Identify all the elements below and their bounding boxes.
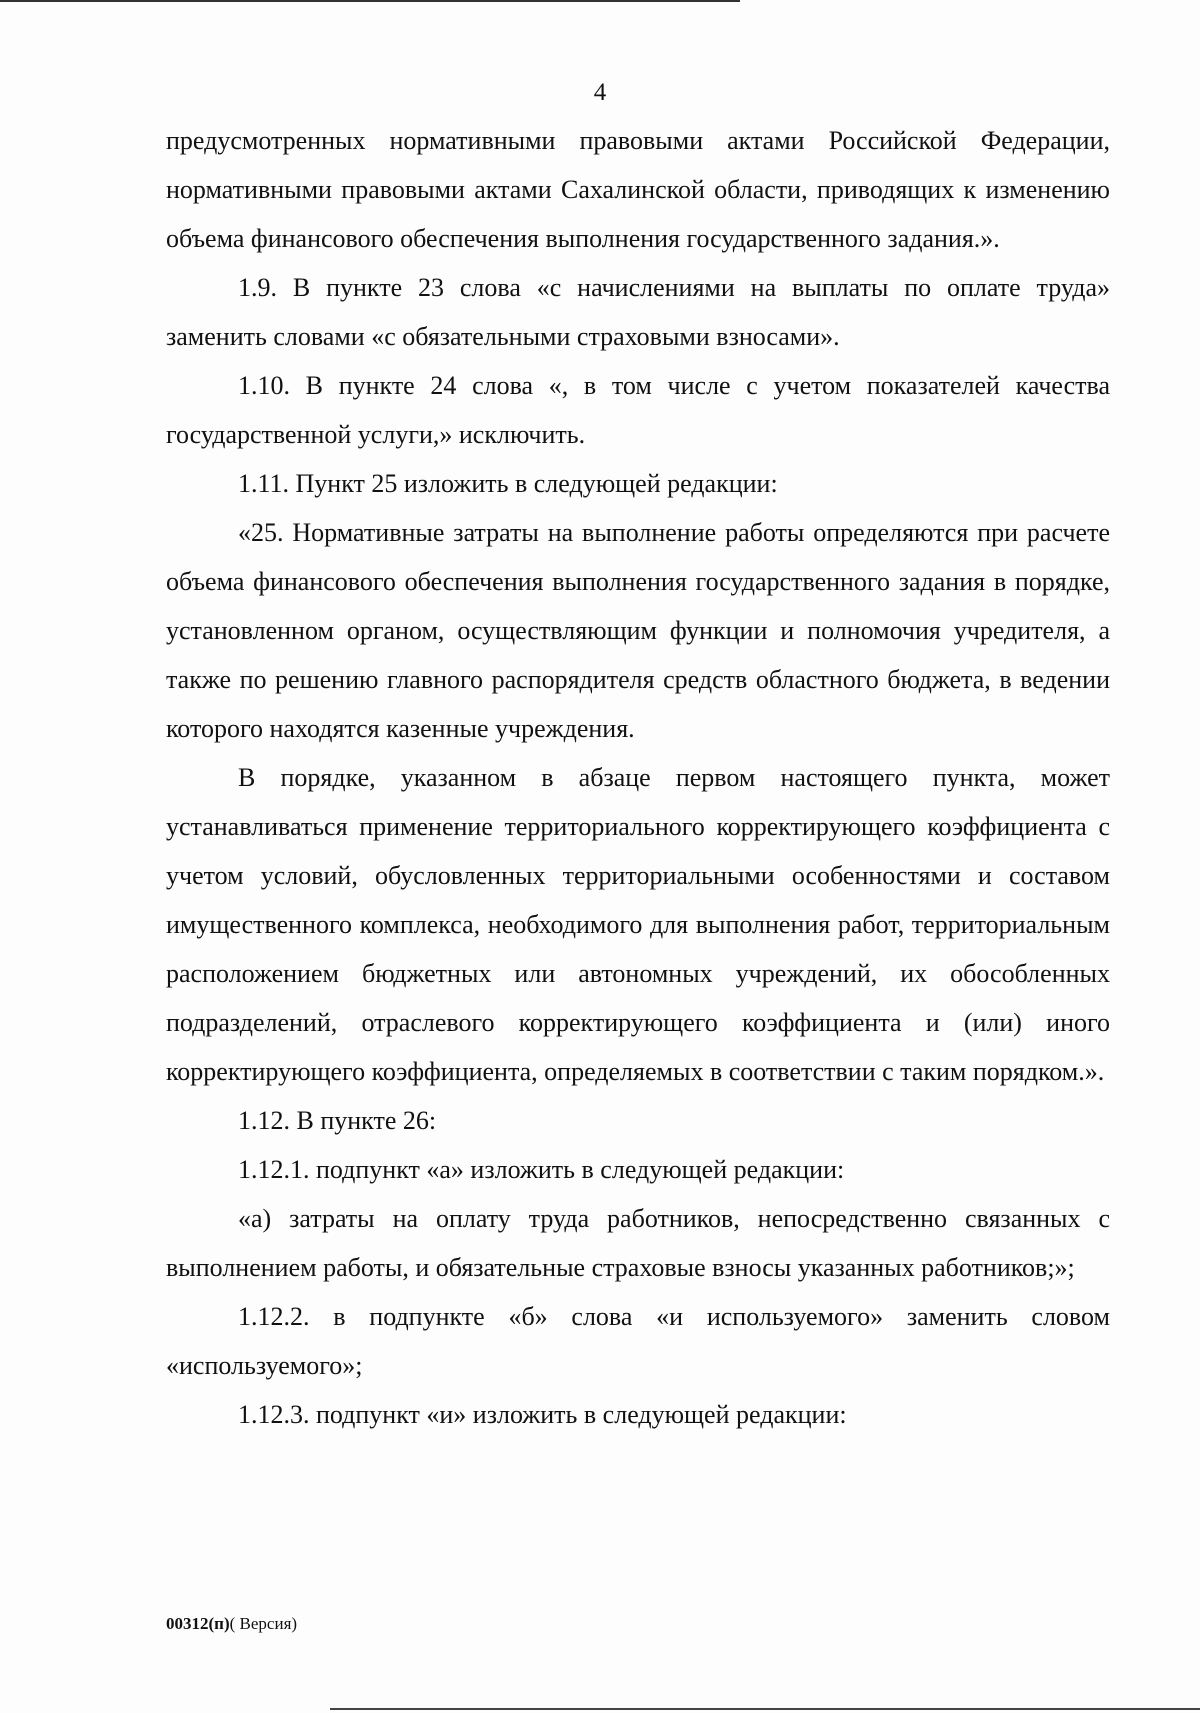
paragraph-1-10: 1.10. В пункте 24 слова «, в том числе с учетом показателей качества государственной услуги,» исключить. (166, 371, 1110, 449)
paragraph-continuation: предусмотренных нормативными правовыми актами Российской Федерации, нормативными правовыми актами Сахалинской области, приводящих к изменению объема финансового обеспечения выполнения государственного задания.». (166, 126, 1110, 253)
page-number: 4 (593, 79, 607, 106)
document-version: ( Версия) (229, 1614, 298, 1633)
document-body (166, 116, 1110, 1439)
paragraph-1-9: 1.9. В пункте 23 слова «с начислениями на выплаты по оплате труда» заменить словами «с обязательными страховыми взносами». (166, 273, 1110, 351)
document-code: 00312(п) (166, 1614, 230, 1633)
paragraph-25-second: В порядке, указанном в абзаце первом настоящего пункта, может устанавливаться применение территориального корректирующего коэффициента с учетом условий, обусловленных территориальными особенностями и составом имущественного комплекса, необходимого для выполнения работ, территориальным расположением бюджетных или автономных учреждений, их обособленных подразделений, отраслевого корректирующего коэффициента и (или) иного корректирующего коэффициента, определяемых в соответствии с таким порядком.». (166, 763, 1110, 1086)
paragraph-1-11: 1.11. Пункт 25 изложить в следующей редакции: (238, 469, 778, 498)
paragraph-subitem-a: «а) затраты на оплату труда работников, непосредственно связанных с выполнением работы, и обязательные страховые взносы указанных работников;»; (166, 1204, 1110, 1282)
paragraph-1-12: 1.12. В пункте 26: (238, 1106, 437, 1135)
document-footer (166, 1613, 297, 1635)
scan-border-top (0, 0, 740, 2)
paragraph-25-first: «25. Нормативные затраты на выполнение работы определяются при расчете объема финансового обеспечения выполнения государственного задания в порядке, установленном органом, осуществляющим функции и полномочия учредителя, а также по решению главного распорядителя средств областного бюджета, в ведении которого находятся казенные учреждения. (166, 518, 1110, 743)
scan-border-bottom (330, 1708, 1200, 1710)
paragraph-1-12-2: 1.12.2. в подпункте «б» слова «и используемого» заменить словом «используемого»; (166, 1302, 1110, 1380)
paragraph-1-12-3: 1.12.3. подпункт «и» изложить в следующей редакции: (238, 1400, 847, 1429)
paragraph-1-12-1: 1.12.1. подпункт «а» изложить в следующей редакции: (238, 1155, 845, 1184)
